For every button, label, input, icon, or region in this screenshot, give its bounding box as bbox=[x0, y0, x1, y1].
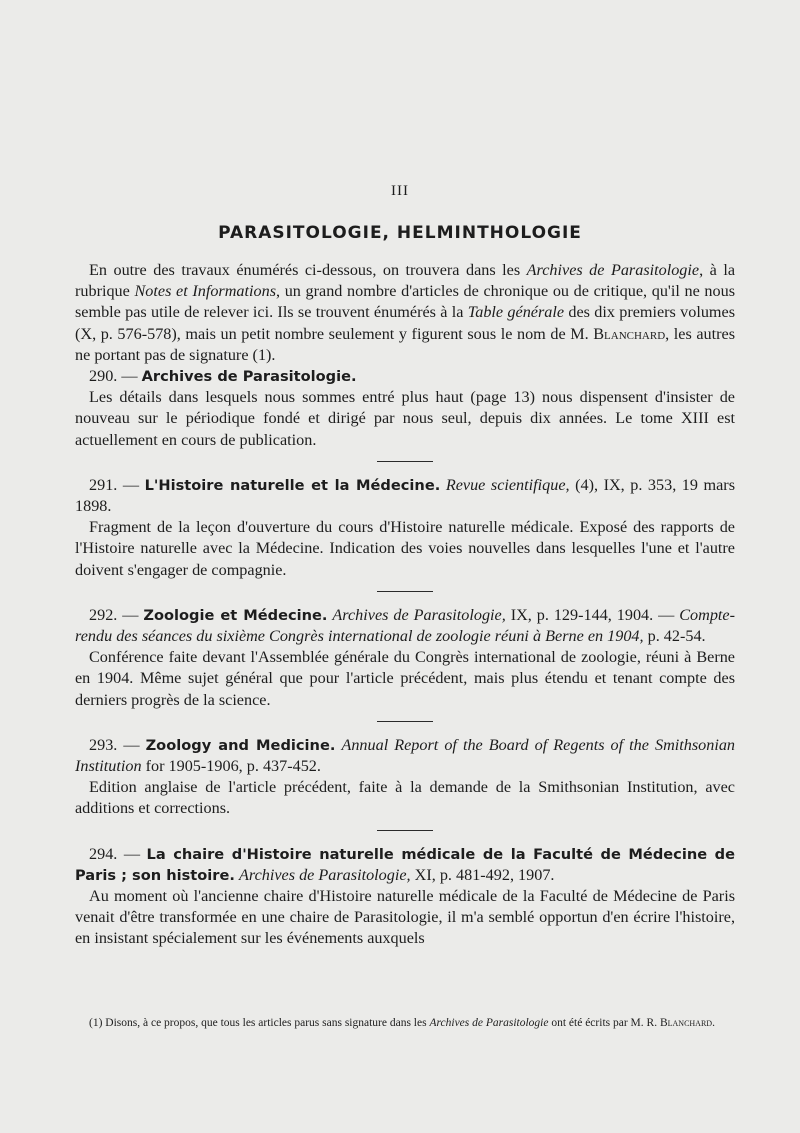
section-title: PARASITOLOGIE, HELMINTHOLOGIE bbox=[218, 223, 582, 243]
footnote bbox=[75, 1016, 740, 1031]
entry-body: Edition anglaise de l'article précédent, faite à la demande de la Smithsonian Institution, avec additions et corrections. bbox=[75, 778, 735, 818]
entry-heading: 294. — La chaire d'Histoire naturelle médicale de la Faculté de Médecine de Paris ; son histoire. Archives de Parasitologie, XI, p. 481-492, 1907. bbox=[75, 844, 735, 884]
separator-rule bbox=[377, 830, 433, 831]
entry-heading: 290. — Archives de Parasitologie. bbox=[89, 367, 357, 386]
entry-body: Conférence faite devant l'Assemblée générale du Congrès international de zoologie, réuni à Berne en 1904. Même sujet général que pour l'article précédent, mais plus étendu et tenant compte des derniers progrès de la science. bbox=[75, 648, 735, 709]
entry-heading: 292. — Zoologie et Médecine. Archives de Parasitologie, IX, p. 129-144, 1904. — Compte-rendu des séances du sixième Congrès international de zoologie réuni à Berne en 1904, p. 42-54. bbox=[75, 605, 735, 646]
entry-heading: 291. — L'Histoire naturelle et la Médecine. Revue scientifique, (4), IX, p. 353, 19 mars 1898. bbox=[75, 475, 735, 516]
entry-body: Fragment de la leçon d'ouverture du cours d'Histoire naturelle médicale. Exposé des rapports de l'Histoire naturelle avec la Médecine. Indication des voies nouvelles dans lesquelles l'une et l'autre doivent s'engager de compagnie. bbox=[75, 518, 735, 579]
separator-rule bbox=[377, 461, 433, 462]
entry-290 bbox=[75, 366, 735, 451]
footnote-text: (1) Disons, à ce propos, que tous les articles parus sans signature dans les Archives de Parasitologie ont été écrits par M. R. Blanchard. bbox=[89, 1017, 715, 1029]
separator-rule bbox=[377, 591, 433, 592]
entry-291 bbox=[75, 475, 735, 581]
entry-293 bbox=[75, 735, 735, 820]
entry-292 bbox=[75, 605, 735, 711]
separator-rule bbox=[377, 721, 433, 722]
entry-body: Les détails dans lesquels nous sommes entré plus haut (page 13) nous dispensent d'insister de nouveau sur le périodique fondé et dirigé par nous seul, depuis dix années. Le tome XIII est actuellement en cours de publication. bbox=[75, 388, 735, 449]
section-number: III bbox=[391, 183, 409, 199]
main-text bbox=[75, 260, 735, 950]
intro-paragraph: En outre des travaux énumérés ci-dessous, on trouvera dans les Archives de Parasitologie, à la rubrique Notes et Informations, un grand nombre d'articles de chronique ou de critique, qu'il ne nous semble pas utile de relever ici. Ils se trouvent énumérés à la Table générale des dix premiers volumes (X, p. 576-578), mais un petit nombre seulement y figurent sous le nom de M. Blanchard, les autres ne portant pas de signature (1). bbox=[75, 261, 736, 364]
entry-body: Au moment où l'ancienne chaire d'Histoire naturelle médicale de la Faculté de Médecine de Paris venait d'être transformée en une chaire de Parasitologie, il m'a semblé opportun d'en écrire l'histoire, en insistant spécialement sur les événements auxquels bbox=[75, 887, 735, 948]
entry-294 bbox=[75, 844, 735, 950]
entry-heading: 293. — Zoology and Medicine. Annual Report of the Board of Regents of the Smithsonian Institution for 1905-1906, p. 437-452. bbox=[75, 735, 736, 776]
